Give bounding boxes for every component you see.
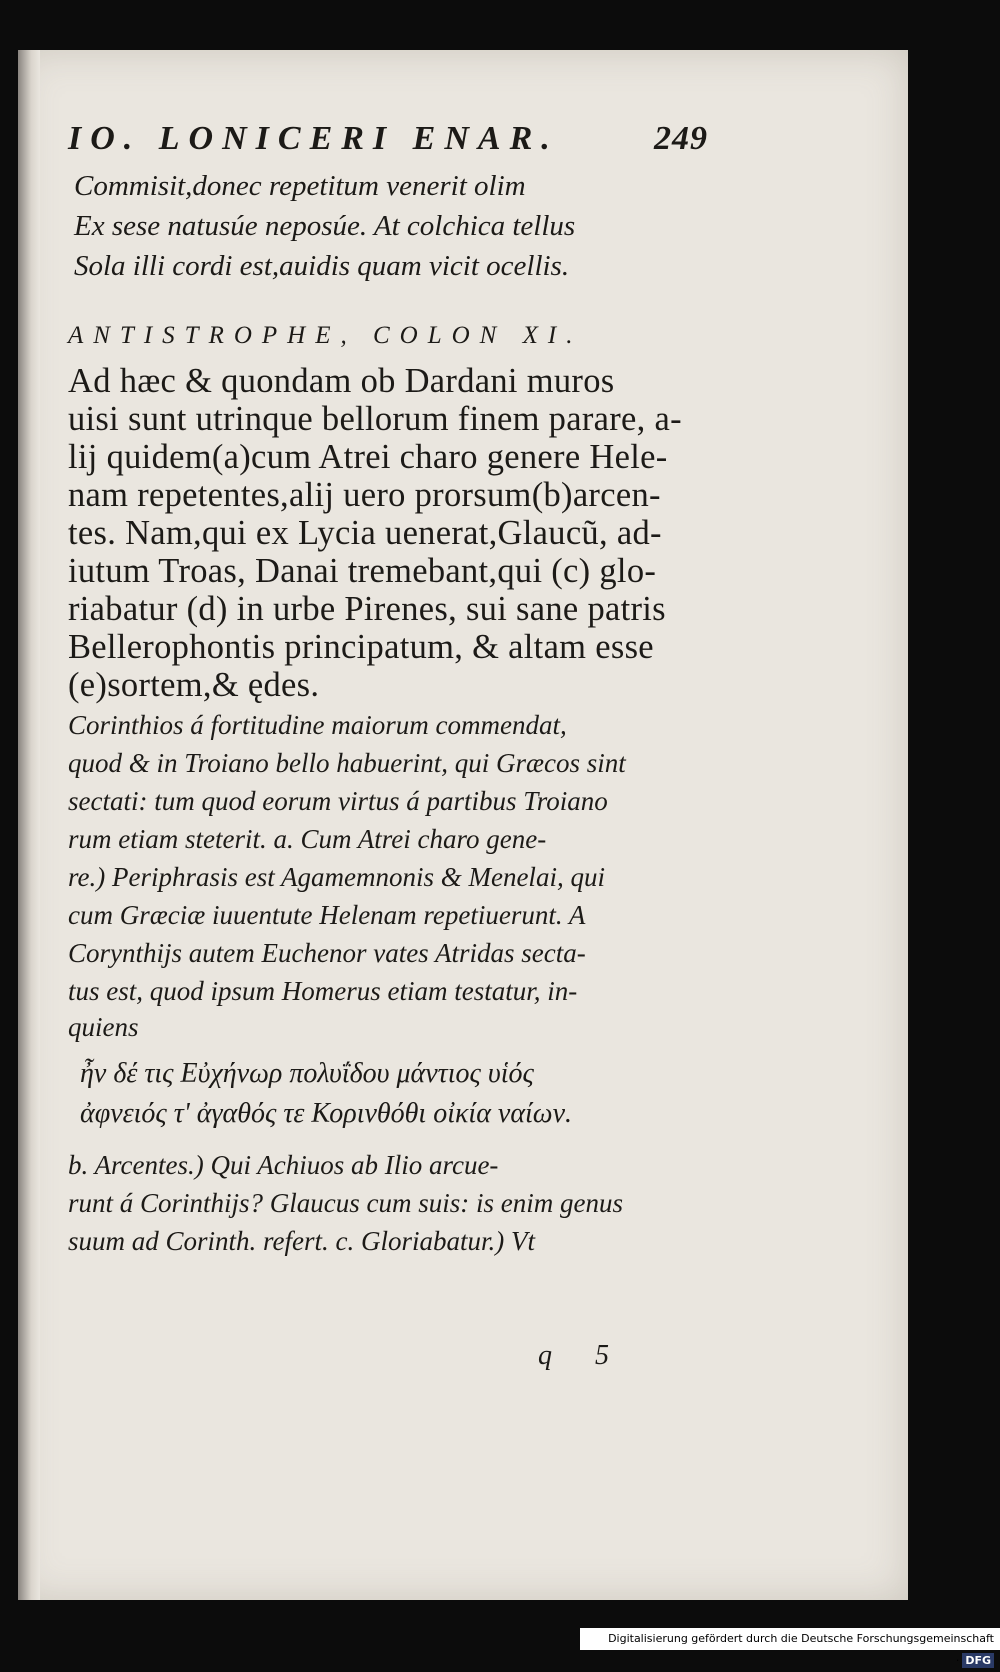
body-line: Bellerophontis principatum, & altam esse [68, 628, 654, 666]
body-line: riabatur (d) in urbe Pirenes, sui sane patris [68, 590, 666, 628]
running-header [68, 120, 708, 158]
commentary-line: quiens [68, 1012, 139, 1042]
body-line: nam repetentes,alij uero prorsum(b)arcen- [68, 476, 661, 514]
commentary-line: suum ad Corinth. refert. c. Gloriabatur.) Vt [68, 1226, 536, 1256]
section-heading: ANTISTROPHE, COLON XI. [68, 322, 583, 349]
body-line: tes. Nam,qui ex Lycia uenerat,Glaucũ, ad- [68, 514, 662, 552]
page-number: 249 [654, 120, 708, 157]
commentary-line: sectati: tum quod eorum virtus á partibus Troiano [68, 786, 608, 816]
book-page [18, 50, 908, 1600]
commentary-line: re.) Periphrasis est Agamemnonis & Menelai, qui [68, 862, 605, 892]
commentary-line: Corynthijs autem Euchenor vates Atridas secta- [68, 938, 586, 968]
verse-line: Sola illi cordi est,auidis quam vicit ocellis. [74, 250, 570, 282]
commentary-line: b. Arcentes.) Qui Achiuos ab Ilio arcue- [68, 1150, 499, 1180]
credit-text: Digitalisierung gefördert durch die Deutsche Forschungsgemeinschaft · [608, 1632, 994, 1667]
commentary-line: Corinthios á fortitudine maiorum commendat, [68, 710, 567, 740]
greek-quote-line: ἀφνειός τ' ἀγαθός τε Κορινθόθι οἰκία ναίων. [80, 1098, 572, 1129]
commentary-line: tus est, quod ipsum Homerus etiam testatur, in- [68, 976, 578, 1006]
verse-line: Ex sese natusúe neposúe. At colchica tellus [74, 210, 576, 242]
commentary-line: runt á Corinthijs? Glaucus cum suis: is enim genus [68, 1188, 624, 1218]
commentary-line: rum etiam steterit. a. Cum Atrei charo gene- [68, 824, 547, 854]
commentary-line: quod & in Troiano bello habuerint, qui Græcos sint [68, 748, 626, 778]
dfg-logo: DFG [962, 1653, 994, 1668]
commentary-line: cum Græciæ iuuentute Helenam repetiuerunt. A [68, 900, 586, 930]
body-line: (e)sortem,& ędes. [68, 666, 320, 704]
running-title: IO. LONICERI ENAR. [68, 120, 559, 157]
greek-quote-line: ἦν δέ τις Εὐχήνωρ πολυΐδου μάντιος υἱός [80, 1058, 534, 1089]
body-line: iutum Troas, Danai tremebant,qui (c) glo- [68, 552, 657, 590]
body-line: lij quidem(a)cum Atrei charo genere Hele- [68, 438, 668, 476]
verse-line: Commisit,donec repetitum venerit olim [74, 170, 526, 202]
page-spine-shadow [18, 50, 40, 1600]
body-line: Ad hæc & quondam ob Dardani muros [68, 362, 615, 400]
signature-mark: q 5 [538, 1340, 627, 1371]
digitization-credit [580, 1628, 1000, 1667]
body-line: uisi sunt utrinque bellorum finem parare, a- [68, 400, 682, 438]
